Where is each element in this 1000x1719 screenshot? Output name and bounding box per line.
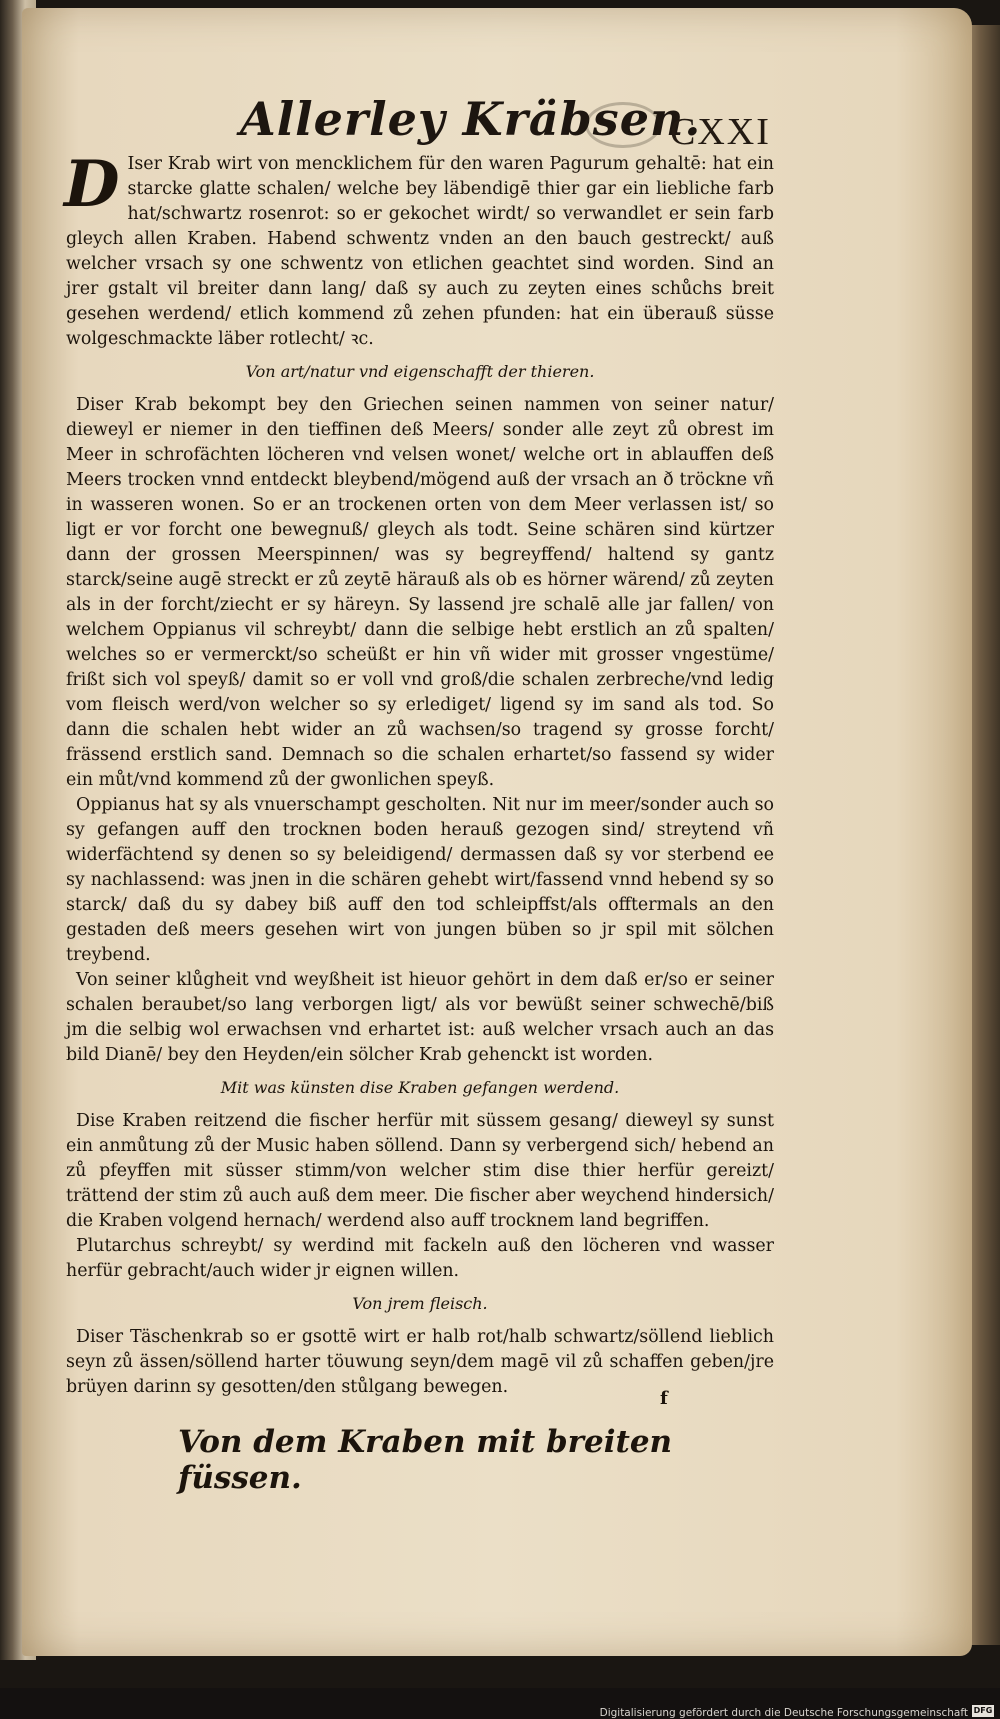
drop-cap-initial: D (64, 147, 120, 222)
section-heading-flesh: Von jrem fleisch. (352, 1294, 488, 1313)
main-text-block (64, 147, 774, 1496)
digitization-credit: Digitalisierung gefördert durch die Deutsche Forschungsgemeinschaft (599, 1707, 968, 1719)
paragraph-6: Plutarchus schreybt/ sy werdind mit fackeln auß den löcheren vnd wasser herfür gebracht/auch wider jr eignen willen. (66, 1236, 774, 1281)
paragraph-5: Dise Kraben reitzend die fischer herfür mit süssem gesang/ dieweyl sy sunst ein anmůtung zů der Music haben söllend. Dann sy verbergend sich/ hebend an zů pfeyffen mit süsser stimm/von welcher stim dise thier herfür gereizt/ trättend der stim zů auch auß dem meer. Die fischer aber weychend hindersich/ die Kraben volgend hernach/ werdend also auff trocknem land begriffen. (66, 1111, 774, 1231)
paragraph-2: Diser Krab bekompt bey den Griechen seinen nammen von seiner natur/ dieweyl er niemer in den tieffinen deß Meers/ sonder alle zeyt zů obrest im Meer in schrofächten löcheren vnd velsen wonet/ welche ort in ablauffen deß Meers trocken vnnd entdeckt bleybend/mögend auß der vrsach an ð tröckne vñ in wasseren wonen. So er an trockenen orten von dem Meer verlassen ist/ so ligt er vor forcht one bewegnuß/ gleych als todt. Seine schären sind kürtzer dann der grossen Meerspinnen/ was sy begreyffend/ haltend sy gantz starck/seine augē streckt er zů zeytē härauß als ob es hörner wärend/ zů zeyten als in der forcht/ziecht er sy häreyn. Sy lassend jre schalē alle jar fallen/ von welchem Oppianus vil schreybt/ dann die selbige hebt erstlich an zů spalten/ welches so er vermerckt/so scheüßt er hin vñ wider mit grosser vngestüme/ frißt sich vol speyß/ damit so er voll vnd groß/die schalen zerbreche/vnd ledig vom fleisch werd/von welcher so sy erlediget/ ligend sy im sand als tod. So dann die schalen hebt wider an zů wachsen/so tragend sy grosse forcht/ frässend erstlich sand. Demnach so die schalen erhartet/so fassend sy wider ein můt/vnd kommend zů der gwonlichen speyß. (66, 395, 774, 790)
dfg-logo: DFG (973, 1706, 993, 1715)
paragraph-1-text: Iser Krab wirt von mencklichem für den waren Pagurum gehaltē: hat ein starcke glatte schalen/ welche bey läbendigē thier gar ein liebliche farb hat/schwartz rosenrot: so er gekochet wirdt/ so verwandlet er sein farb gleych allen Kraben. Habend schwentz vnden an den bauch gestreckt/ auß welcher vrsach sy one schwentz von etlichen geachtet sind worden. Sind an jrer gstalt vil breiter dann lang/ daß sy auch zu zeyten eines schůchs breit gesehen werdend/ etlich kommend zů zehen pfunden: hat ein überauß süsse wolgeschmackte läber rotlecht/ ꝛc. (66, 154, 774, 349)
paragraph-3: Oppianus hat sy als vnuerschampt gescholten. Nit nur im meer/sonder auch so sy gefangen auff den trocknen boden herauß gezogen sind/ streytend vñ widerfächtend sy denen so sy beleidigend/ dermassen daß sy vor sterbend ee sy nachlassend: was jnen in die schären gehebt wirt/fassend vnnd hebend sy so starck/ daß du sy dabey biß auff den tod schleipffst/als offtermals an den gestaden deß meers gesehen wirt von jungen büben so jr spil mit sölchen treybend. (66, 795, 774, 965)
running-title: Allerley Kräbsen. (240, 92, 702, 146)
section-heading-nature: Von art/natur vnd eigenschafft der thieren. (245, 362, 595, 381)
catchword: f (660, 1388, 668, 1409)
folio-number: CXXI (670, 111, 771, 153)
chapter-heading-next: Von dem Kraben mit breiten füssen. (178, 1424, 673, 1496)
section-heading-capture: Mit was künsten dise Kraben gefangen werdend. (220, 1078, 620, 1097)
ornament-decoration (585, 102, 661, 148)
page-header (240, 92, 780, 152)
paragraph-7: Diser Täschenkrab so er gsottē wirt er halb rot/halb schwartz/söllend lieblich seyn zů ässen/söllend harter töuwung seyn/dem magē vil zů schaffen geben/jre brüyen darinn sy gesotten/den stůlgang bewegen. (66, 1327, 774, 1397)
paragraph-1 (64, 147, 774, 352)
paragraph-4: Von seiner klůgheit vnd weyßheit ist hieuor gehört in dem daß er/so er seiner schalen beraubet/so lang verborgen ligt/ als vor bewüßt seiner schwechē/biß jm die selbig wol erwachsen vnd erhartet ist: auß welcher vrsach auch an das bild Dianē/ bey den Heyden/ein sölcher Krab gehenckt ist worden. (66, 970, 774, 1065)
